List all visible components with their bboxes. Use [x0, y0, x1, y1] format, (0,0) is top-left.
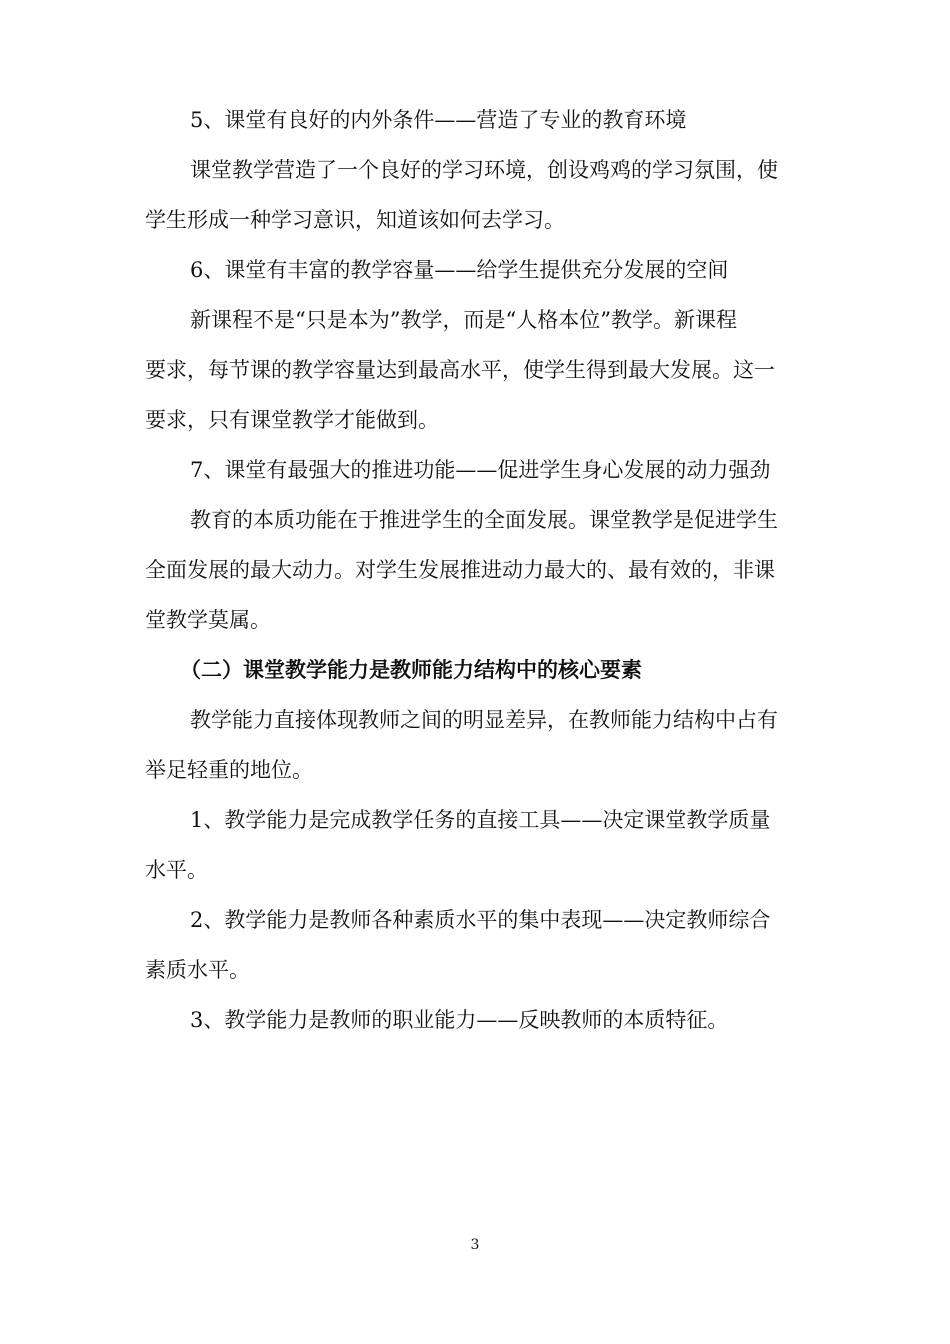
- text-line: 教育的本质功能在于推进学生的全面发展。课堂教学是促进学生: [190, 508, 778, 532]
- text-line: 课堂教学营造了一个良好的学习环境，创设鸡鸡的学习氛围，使: [190, 158, 778, 182]
- text-line: 水平。: [145, 858, 208, 882]
- text-line: 7、课堂有最强大的推进功能——促进学生身心发展的动力强劲: [190, 458, 771, 482]
- text-line: 全面发展的最大动力。对学生发展推进动力最大的、最有效的，非课: [145, 558, 775, 582]
- text-line: （二）课堂教学能力是教师能力结构中的核心要素: [180, 657, 642, 682]
- text-line: 新课程不是“只是本为”教学，而是“人格本位”教学。新课程: [190, 308, 737, 332]
- text-line: 要求，每节课的教学容量达到最高水平，使学生得到最大发展。这一: [145, 358, 775, 382]
- text-line: 2、教学能力是教师各种素质水平的集中表现——决定教师综合: [190, 908, 771, 932]
- text-line: 堂教学莫属。: [145, 608, 271, 632]
- text-line: 举足轻重的地位。: [145, 758, 313, 782]
- text-line: 学生形成一种学习意识，知道该如何去学习。: [145, 208, 565, 232]
- text-line: 要求，只有课堂教学才能做到。: [145, 408, 439, 432]
- text-line: 教学能力直接体现教师之间的明显差异，在教师能力结构中占有: [190, 708, 778, 732]
- text-line: 6、课堂有丰富的教学容量——给学生提供充分发展的空间: [190, 258, 729, 282]
- page-number: 3: [470, 1237, 480, 1253]
- text-line: 3、教学能力是教师的职业能力——反映教师的本质特征。: [190, 1008, 729, 1032]
- text-line: 素质水平。: [145, 958, 250, 982]
- text-line: 1、教学能力是完成教学任务的直接工具——决定课堂教学质量: [190, 808, 771, 832]
- text-line: 5、课堂有良好的内外条件——营造了专业的教育环境: [190, 108, 687, 132]
